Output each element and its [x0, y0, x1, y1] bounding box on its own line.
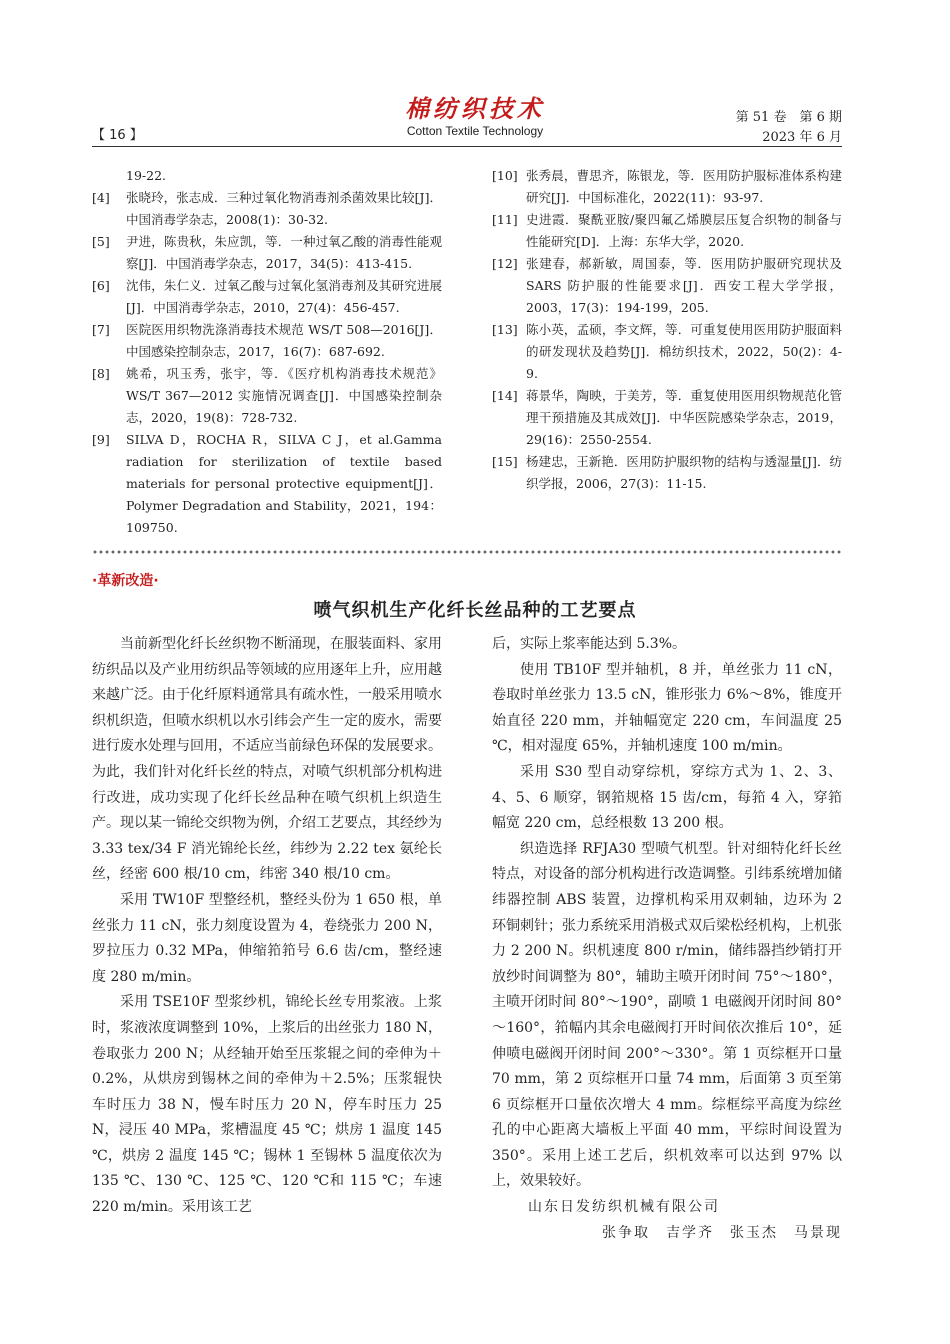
issue-info [736, 108, 842, 148]
reference-item: [5] 尹进，陈贵秋，朱应凯，等．一种过氧乙酸的消毒性能观察[J]．中国消毒学杂志，2017，34(5)：413-415. [92, 234, 442, 271]
paragraph: 织造选择 RFJA30 型喷气机型。针对细特化纤长丝特点，对设备的部分机构进行改造调整。引纬系统增加储纬器控制 ABS 装置，边撑机构采用双刺轴，边环为 2 环铜刺针；张力系统采用消极式双后梁松经机构，上机张力 2 200 N。织机速度 800 r/min，储纬器挡纱销打开放纱时间调整为 80°，辅助主喷开闭时间 75°～180°，主喷开闭时间 80°～190°，副喷 1 电磁阀开闭时间 80°～160°，筘幅内其余电磁阀打开时间依次推后 10°，延伸喷电磁阀开闭时间 200°～330°。第 1 页综框开口量 70 mm，第 2 页综框开口量 74 mm，后面第 3 页至第 6 页综框开口量依次增大 4 mm。综框综平高度为综丝孔的中心距离大墙板上平面 40 mm，平综时间设置为 350°。采用上述工艺后，织机效率可以达到 97% 以上，效果较好。 [492, 840, 842, 1190]
article-column-left [92, 632, 442, 1221]
author-names: 张争取 吉学齐 张玉杰 马景现 [602, 1224, 842, 1241]
journal-title-en: Cotton Textile Technology [406, 124, 544, 138]
article-title: 喷气织机生产化纤长丝品种的工艺要点 [313, 600, 637, 621]
reference-item: [4] 张晓玲，张志成．三种过氧化物消毒剂杀菌效果比较[J]．中国消毒学杂志，2008(1)：30-32. [92, 190, 442, 227]
paragraph: 采用 TSE10F 型浆纱机，锦纶长丝专用浆液。上浆时，浆液浓度调整到 10%，上浆后的出丝张力 180 N，卷取张力 200 N；从经轴开始至压浆辊之间的牵伸为＋0.2%，从烘房到锡林之间的牵伸为＋2.5%；压浆辊快车时压力 38 N，慢车时压力 20 N，停车时压力 25 N，浸压 40 MPa，浆槽温度 45 ℃；烘房 1 温度 145 ℃，烘房 2 温度 145 ℃；锡林 1 至锡林 5 温度依次为 135 ℃、130 ℃、125 ℃、120 ℃和 115 ℃；车速 220 m/min。采用该工艺 [92, 994, 442, 1216]
reference-item: [11] 史进霞．聚酰亚胺/聚四氟乙烯膜层压复合织物的制备与性能研究[D]．上海：东华大学，2020. [492, 212, 842, 249]
reference-item: [15] 杨建忠，王新艳．医用防护服织物的结构与透湿量[J]．纺织学报，2006，27(3)：11-15. [492, 454, 842, 491]
paragraph: 使用 TB10F 型并轴机，8 并，单丝张力 11 cN，卷取时单丝张力 13.5 cN，锥形张力 6%～8%，锥度开始直径 220 mm，并轴幅宽定 220 cm，车间温度 25 ℃，相对湿度 65%，并轴机速度 100 m/min。 [492, 661, 842, 755]
reference-item: [7] 医院医用织物洗涤消毒技术规范 WS/T 508—2016[J]．中国感染控制杂志，2017，16(7)：687-692. [92, 322, 442, 359]
reference-item: [12] 张建春，郝新敏，周国泰，等．医用防护服研究现状及 SARS 防护服的性能要求[J]．西安工程大学学报，2003，17(3)：194-199，205. [492, 256, 842, 315]
reference-item: [14] 蒋景华，陶映，于美芳，等．重复使用医用织物规范化管理干预措施及其成效[J]．中华医院感染学杂志，2019，29(16)：2550-2554. [492, 388, 842, 447]
article-column-right [492, 632, 842, 1246]
reference-item: [6] 沈伟，朱仁义．过氧乙酸与过氧化氢消毒剂及其研究进展[J]．中国消毒学杂志，2010，27(4)：456-457. [92, 278, 442, 315]
journal-title-cn: 棉纺织技术 [405, 94, 545, 123]
reference-item: [9] SILVA D，ROCHA R，SILVA C J，et al.Gamma radiation for sterilization of textile based materials for personal protective equipment[J]．Polymer Degradation and Stability，2021，194：109750. [92, 432, 442, 535]
reference-item: [10] 张秀晨，曹思齐，陈银龙，等．医用防护服标准体系构建研究[J]．中国标准化，2022(11)：93-97. [492, 168, 842, 205]
page-number: 【 16 】 [92, 128, 143, 143]
author-affiliation: 山东日发纺织机械有限公司 [528, 1199, 720, 1216]
volume-issue: 第 51 卷 第 6 期 [735, 110, 842, 125]
section-divider [92, 549, 842, 555]
header-rule [92, 146, 842, 147]
publication-date: 2023 年 6 月 [762, 130, 842, 145]
reference-item: [13] 陈小英，孟硕，李文辉，等．可重复使用医用防护服面料的研发现状及趋势[J]．棉纺织技术，2022，50(2)：4-9. [492, 322, 842, 381]
section-tag: ·革新改造· [92, 573, 159, 589]
references-left [92, 165, 442, 539]
paragraph: 采用 S30 型自动穿综机，穿综方式为 1、2、3、4、5、6 顺穿，钢筘规格 15 齿/cm，每筘 4 入，穿筘幅宽 220 cm，总经根数 13 200 根。 [492, 763, 842, 832]
reference-item: 19-22. [126, 168, 167, 183]
paragraph: 采用 TW10F 型整经机，整经头份为 1 650 根，单丝张力 11 cN，张力刻度设置为 4，卷绕张力 200 N，罗拉压力 0.32 MPa，伸缩筘筘号 6.6 齿/cm，整经速度 280 m/min。 [92, 891, 442, 985]
paragraph: 后，实际上浆率能达到 5.3%。 [492, 636, 687, 652]
references-right [492, 165, 842, 495]
paragraph: 当前新型化纤长丝织物不断涌现，在服装面料、家用纺织品以及产业用纺织品等领域的应用逐年上升，应用越来越广泛。由于化纤原料通常具有疏水性，一般采用喷水织机织造，但喷水织机以水引纬会产生一定的废水，需要进行废水处理与回用，不适应当前绿色环保的发展要求。为此，我们针对化纤长丝的特点，对喷气织机部分机构进行改进，成功实现了化纤长丝品种在喷气织机上织造生产。现以某一锦纶交织物为例，介绍工艺要点，其经纱为 3.33 tex/34 F 消光锦纶长丝，纬纱为 2.22 tex 氨纶长丝，经密 600 根/10 cm，纬密 340 根/10 cm。 [92, 636, 442, 883]
reference-item: [8] 姚希，巩玉秀，张宇，等．《医疗机构消毒技术规范》WS/T 367—2012 实施情况调查[J]．中国感染控制杂志，2020，19(8)：728-732. [92, 366, 442, 425]
